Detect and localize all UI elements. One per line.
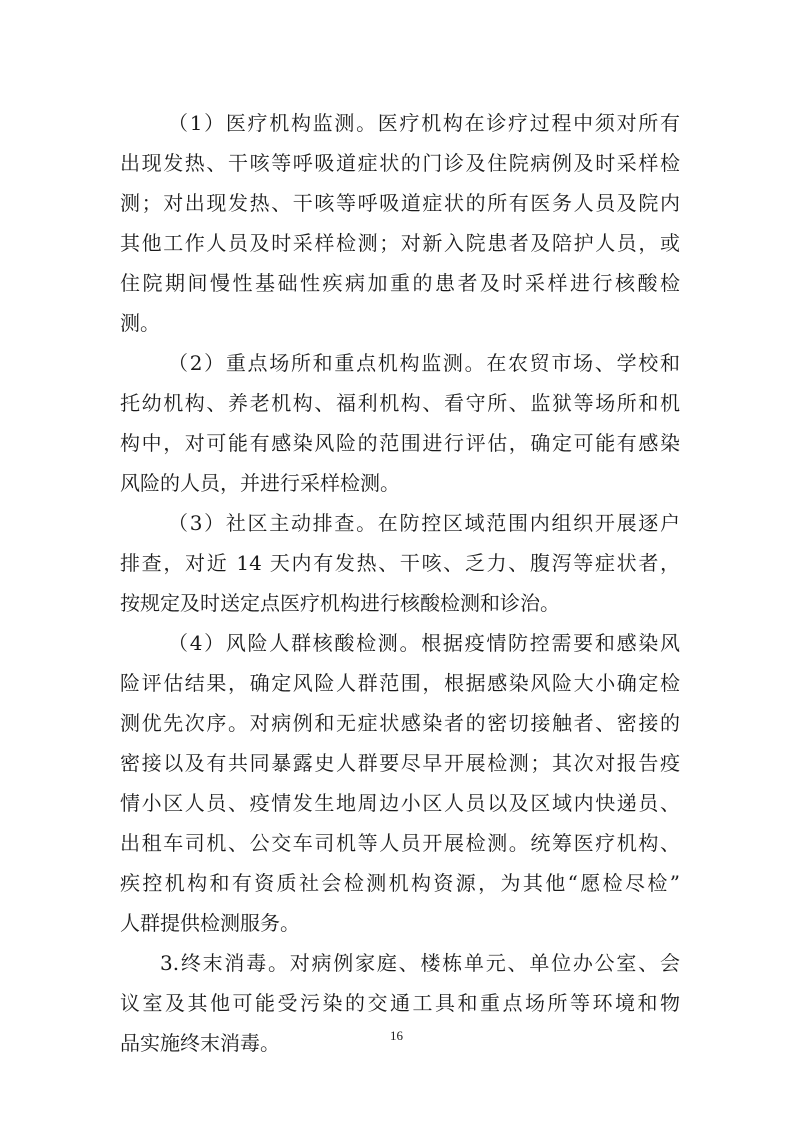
paragraph-5-line-3: 品实施终末消毒。 [120, 1031, 280, 1055]
paragraph-4-line-5: 情小区人员、疫情发生地周边小区人员以及区域内快递员、 [120, 791, 680, 815]
paragraph-4-line-2: 险评估结果，确定风险人群范围，根据感染风险大小确定检 [120, 671, 680, 695]
body-text [120, 103, 680, 1063]
paragraph-3-line-2: 排查，对近 14 天内有发热、干咳、乏力、腹泻等症状者， [120, 551, 680, 575]
paragraph-1-line-6: 测。 [120, 311, 160, 335]
page-number: 16 [390, 1028, 403, 1043]
paragraph-1-line-4: 其他工作人员及时采样检测；对新入院患者及陪护人员，或 [120, 231, 680, 255]
paragraph-2-line-4: 风险的人员，并进行采样检测。 [120, 471, 400, 495]
paragraph-1-line-2: 出现发热、干咳等呼吸道症状的门诊及住院病例及时采样检 [120, 151, 680, 175]
paragraph-4-line-4: 密接以及有共同暴露史人群要尽早开展检测；其次对报告疫 [120, 751, 680, 775]
paragraph-3-line-3: 按规定及时送定点医疗机构进行核酸检测和诊治。 [120, 591, 560, 615]
paragraph-2-line-3: 构中，对可能有感染风险的范围进行评估，确定可能有感染 [120, 431, 680, 455]
paragraph-4-line-1: （4）风险人群核酸检测。根据疫情防控需要和感染风 [168, 631, 680, 655]
paragraph-5-line-1: 3.终末消毒。对病例家庭、楼栋单元、单位办公室、会 [160, 951, 680, 975]
paragraph-4-line-8: 人群提供检测服务。 [120, 911, 300, 935]
paragraph-1-line-1: （1）医疗机构监测。医疗机构在诊疗过程中须对所有 [168, 111, 680, 135]
paragraph-2-line-2: 托幼机构、养老机构、福利机构、看守所、监狱等场所和机 [120, 391, 680, 415]
paragraph-4-line-6: 出租车司机、公交车司机等人员开展检测。统筹医疗机构、 [120, 831, 680, 855]
paragraph-3-line-1: （3）社区主动排查。在防控区域范围内组织开展逐户 [168, 511, 680, 535]
paragraph-1-line-3: 测；对出现发热、干咳等呼吸道症状的所有医务人员及院内 [120, 191, 680, 215]
paragraph-1-line-5: 住院期间慢性基础性疾病加重的患者及时采样进行核酸检 [120, 271, 680, 295]
paragraph-4-line-7: 疾控机构和有资质社会检测机构资源，为其他“愿检尽检” [120, 871, 680, 895]
paragraph-5-line-2: 议室及其他可能受污染的交通工具和重点场所等环境和物 [120, 991, 680, 1015]
paragraph-4-line-3: 测优先次序。对病例和无症状感染者的密切接触者、密接的 [120, 711, 680, 735]
paragraph-2-line-1: （2）重点场所和重点机构监测。在农贸市场、学校和 [168, 351, 680, 375]
